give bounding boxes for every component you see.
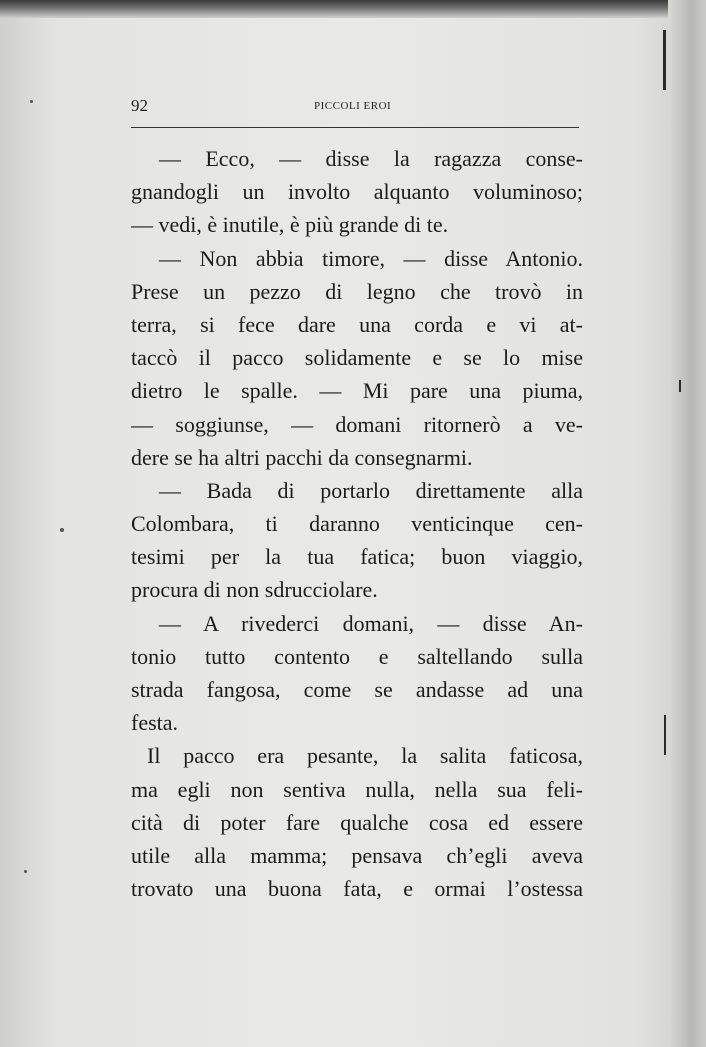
- header-rule: [131, 127, 579, 128]
- page-number: 92: [131, 96, 148, 115]
- text-line: ma egli non sentiva nulla, nella sua feli-: [131, 776, 583, 802]
- text-line: Prese un pezzo di legno che trovò in: [131, 278, 583, 304]
- scan-speck: [30, 100, 33, 103]
- page-header: [131, 96, 581, 118]
- scan-artifact-mark: [663, 30, 666, 90]
- page-right-edge: [668, 0, 706, 1047]
- text-line: dere se ha altri pacchi da consegnarmi.: [131, 444, 473, 470]
- text-line: tonio tutto contento e saltellando sulla: [131, 643, 583, 669]
- text-line: — A rivederci domani, — disse An-: [159, 610, 583, 636]
- running-title: PICCOLI EROI: [314, 100, 392, 112]
- text-line: utile alla mamma; pensava ch’egli aveva: [131, 842, 583, 868]
- text-line: — Bada di portarlo direttamente alla: [159, 477, 583, 503]
- page-top-shadow: [0, 0, 706, 18]
- text-line: taccò il pacco solidamente e se lo mise: [131, 345, 583, 371]
- text-line: procura di non sdrucciolare.: [131, 577, 378, 603]
- text-line: — vedi, è inutile, è più grande di te.: [131, 212, 449, 238]
- text-line: — Non abbia timore, — disse Antonio.: [159, 245, 583, 271]
- body-text: [131, 142, 583, 905]
- text-line: strada fangosa, come se andasse ad una: [131, 677, 583, 702]
- text-line: tesimi per la tua fatica; buon viaggio,: [131, 544, 583, 570]
- scan-speck: [60, 528, 64, 532]
- text-line: — soggiunse, — domani ritornerò a ve-: [131, 411, 583, 437]
- text-line: — Ecco, — disse la ragazza conse-: [159, 146, 583, 171]
- text-line: trovato una buona fata, e ormai l’ostessa: [131, 876, 583, 902]
- text-line: dietro le spalle. — Mi pare una piuma,: [131, 378, 583, 404]
- text-line: Il pacco era pesante, la salita faticosa,: [147, 743, 583, 769]
- scan-speck: [24, 870, 27, 873]
- text-line: cità di poter fare qualche cosa ed essere: [131, 809, 583, 835]
- text-line: terra, si fece dare una corda e vi at-: [131, 311, 583, 337]
- scan-artifact-mark: [679, 380, 681, 392]
- text-line: festa.: [131, 710, 179, 736]
- scan-artifact-mark: [664, 715, 666, 755]
- text-line: gnandogli un involto alquanto voluminoso;: [131, 179, 583, 205]
- text-line: Colombara, ti daranno venticinque cen-: [131, 511, 583, 537]
